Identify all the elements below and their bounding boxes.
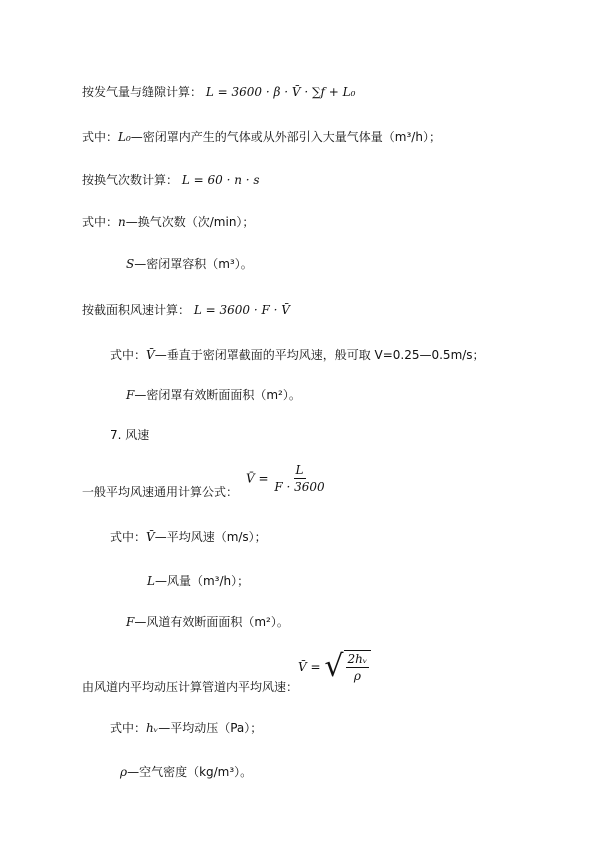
label-text: 按截面积风速计算：	[82, 303, 191, 317]
prefix: 式中：	[110, 348, 147, 362]
prefix: 式中：	[82, 130, 119, 144]
definition-text: —密闭罩容积（m³）。	[134, 257, 253, 271]
radical-sign: √	[324, 649, 344, 684]
symbol: hᵥ	[146, 721, 159, 735]
formula-lhs: V̄ =	[298, 660, 321, 674]
symbol: V̄	[146, 348, 155, 362]
definition-line	[147, 573, 249, 589]
definition-text: —平均风速（m/s）；	[154, 530, 267, 544]
formula: L = 3600 · β · V̄ · ∑f + L₀	[205, 85, 356, 99]
definition-text: —风量（m³/h）；	[154, 574, 250, 588]
definition-line	[126, 256, 253, 272]
numerator: 2hᵥ	[347, 652, 368, 666]
symbol: n	[118, 215, 126, 229]
definition-text: —密闭罩有效断面面积（m²）。	[134, 388, 301, 402]
fraction-formula	[246, 462, 327, 495]
definition-line	[110, 347, 485, 363]
symbol: S	[126, 257, 135, 271]
label-text: 按换气次数计算：	[82, 173, 179, 187]
label-text: 按发气量与缝隙计算：	[82, 85, 203, 99]
definition-line	[120, 764, 252, 780]
definition-text: —密闭罩内产生的气体或从外部引入大量气体量（m³/h）；	[130, 130, 441, 144]
definition-text: —垂直于密闭罩截面的平均风速，般可取 V=0.25—0.5m/s；	[154, 348, 485, 362]
radicand	[344, 650, 372, 684]
sqrt-formula	[298, 650, 371, 684]
denominator: ρ	[353, 669, 361, 683]
definition-line	[126, 614, 289, 630]
prefix: 式中：	[110, 530, 147, 544]
definition-line	[110, 720, 262, 736]
definition-line	[110, 529, 267, 545]
numerator: L	[295, 463, 304, 477]
prefix: 式中：	[110, 721, 147, 735]
definition-text: —换气次数（次/min）；	[125, 215, 255, 229]
formula: L = 60 · n · s	[181, 173, 260, 187]
formula: L = 3600 · F · V̄	[193, 303, 290, 317]
fraction	[272, 462, 326, 495]
label-line	[82, 679, 298, 695]
symbol: F	[126, 615, 135, 629]
formula-line-section-velocity	[82, 302, 290, 318]
section-heading	[110, 427, 149, 443]
definition-text: —风道有效断面面积（m²）。	[134, 615, 289, 629]
label-text: 一般平均风速通用计算公式：	[82, 485, 239, 499]
symbol: ρ	[120, 765, 128, 779]
definition-text: —空气密度（kg/m³）。	[127, 765, 253, 779]
symbol: F	[126, 388, 135, 402]
label-line	[82, 484, 238, 500]
formula-line-air-change	[82, 172, 260, 188]
prefix: 式中：	[82, 215, 119, 229]
definition-text: —平均动压（Pa）；	[158, 721, 263, 735]
definition-line	[126, 387, 301, 403]
square-root	[324, 650, 371, 684]
formula-line-gas-gap	[82, 84, 355, 100]
definition-line	[82, 129, 441, 145]
symbol: L₀	[118, 130, 131, 144]
heading-text: 7. 风速	[110, 428, 150, 442]
definition-line	[82, 214, 254, 230]
symbol: V̄	[146, 530, 155, 544]
fraction	[346, 651, 370, 684]
denominator: F · 3600	[274, 480, 325, 494]
symbol: L	[147, 574, 155, 588]
formula-lhs: V̄ =	[246, 471, 269, 486]
label-text: 由风道内平均动压计算管道内平均风速：	[82, 680, 299, 694]
